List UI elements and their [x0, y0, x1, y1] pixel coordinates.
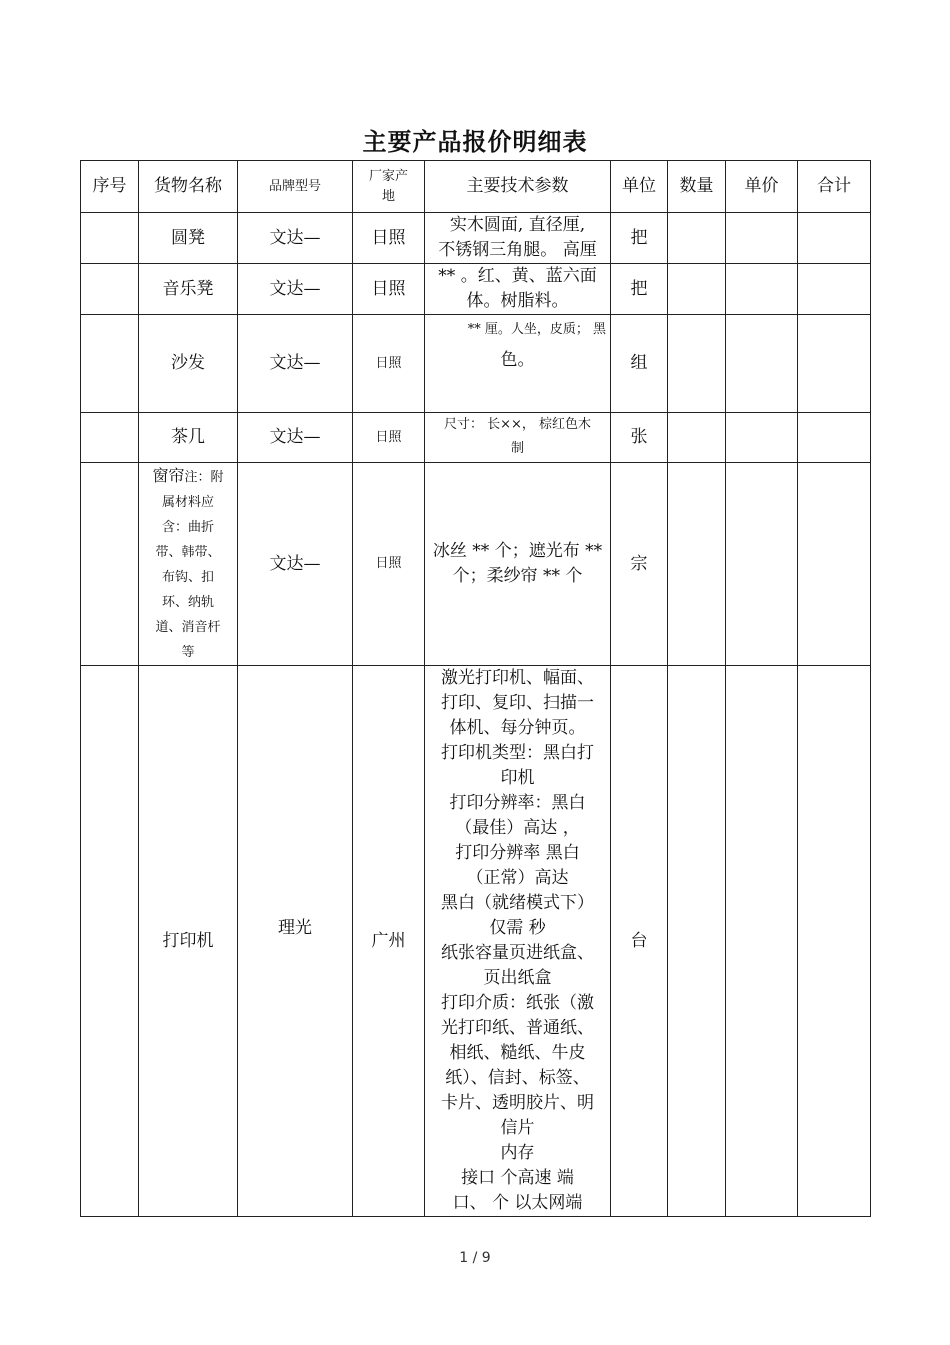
page-number: 1 / 9: [459, 1250, 491, 1266]
cell-qty: [668, 413, 726, 463]
table-row: [81, 666, 871, 1217]
header-price: 单价: [726, 161, 798, 213]
cell-total: [798, 264, 871, 315]
table-row: [81, 213, 871, 264]
cell-qty: [668, 315, 726, 413]
cell-name: 沙发: [139, 315, 238, 413]
table-row: [81, 315, 871, 413]
cell-params: 冰丝 ** 个；遮光布 ** 个；柔纱帘 ** 个: [425, 463, 611, 666]
cell-brand: 理光: [238, 666, 353, 1217]
cell-name: 音乐凳: [139, 264, 238, 315]
cell-maker: 日照: [353, 413, 425, 463]
cell-maker: 日照: [353, 264, 425, 315]
cell-price: [726, 315, 798, 413]
cell-maker: 日照: [353, 315, 425, 413]
table-row: [81, 463, 871, 666]
cell-total: [798, 463, 871, 666]
cell-name: 打印机: [139, 666, 238, 1217]
cell-params: 实木圆面, 直径厘, 不锈钢三角腿。 高厘: [425, 213, 611, 264]
cell-brand: 文达—: [238, 213, 353, 264]
cell-seq: [81, 413, 139, 463]
table-row: [81, 264, 871, 315]
header-total: 合计: [798, 161, 871, 213]
cell-seq: [81, 213, 139, 264]
cell-name: 圆凳: [139, 213, 238, 264]
cell-qty: [668, 264, 726, 315]
cell-unit: 宗: [611, 463, 668, 666]
cell-price: [726, 264, 798, 315]
header-maker: 厂家产 地: [353, 161, 425, 213]
page-title: 主要产品报价明细表: [362, 127, 588, 156]
cell-params: ** 。红、黄、蓝六面 体。树脂料。: [425, 264, 611, 315]
cell-brand: 文达—: [238, 264, 353, 315]
cell-seq: [81, 463, 139, 666]
cell-brand: 文达—: [238, 413, 353, 463]
cell-params: 尺寸： 长××， 棕红色木 制: [425, 413, 611, 463]
cell-total: [798, 413, 871, 463]
quote-table: [80, 160, 871, 1217]
cell-total: [798, 666, 871, 1217]
header-params: 主要技术参数: [425, 161, 611, 213]
cell-maker: 广州: [353, 666, 425, 1217]
cell-seq: [81, 315, 139, 413]
cell-qty: [668, 463, 726, 666]
header-brand: 品牌型号: [238, 161, 353, 213]
header-name: 货物名称: [139, 161, 238, 213]
cell-total: [798, 213, 871, 264]
cell-name: 窗帘注：附 属材料应 含：曲折 带、韩带、 布钩、扣 环、纳轨 道、消音杆 等: [139, 463, 238, 666]
cell-unit: 把: [611, 213, 668, 264]
cell-qty: [668, 666, 726, 1217]
cell-unit: 张: [611, 413, 668, 463]
cell-unit: 组: [611, 315, 668, 413]
cell-qty: [668, 213, 726, 264]
cell-params: 激光打印机、幅面、 打印、复印、扫描一 体机、每分钟页。 打印机类型：黑白打 印机 打印分辨率：黑白 （最佳）高达 ， 打印分辨率 黑白 （正常）高达 黑白（就绪模式下） 仅需 秒 纸张容量页进纸盒、 页出纸盒 打印介质：纸张（激 光打印纸、普通纸、 相纸、糙纸、牛皮 纸）、信封、标签、 卡片、透明胶片、明 信片 内存 接口 个高速 端 口、 个 以太网端: [425, 666, 611, 1217]
cell-price: [726, 463, 798, 666]
cell-brand: 文达—: [238, 463, 353, 666]
cell-name: 茶几: [139, 413, 238, 463]
cell-brand: 文达—: [238, 315, 353, 413]
cell-maker: 日照: [353, 213, 425, 264]
cell-unit: 把: [611, 264, 668, 315]
header-unit: 单位: [611, 161, 668, 213]
cell-price: [726, 213, 798, 264]
cell-unit: 台: [611, 666, 668, 1217]
cell-total: [798, 315, 871, 413]
header-qty: 数量: [668, 161, 726, 213]
cell-price: [726, 413, 798, 463]
header-seq: 序号: [81, 161, 139, 213]
cell-params: ** 厘。人坐，皮质； 黑 色。: [425, 315, 611, 413]
cell-maker: 日照: [353, 463, 425, 666]
table-row: [81, 413, 871, 463]
cell-price: [726, 666, 798, 1217]
cell-seq: [81, 666, 139, 1217]
header-row: [81, 161, 871, 213]
cell-seq: [81, 264, 139, 315]
